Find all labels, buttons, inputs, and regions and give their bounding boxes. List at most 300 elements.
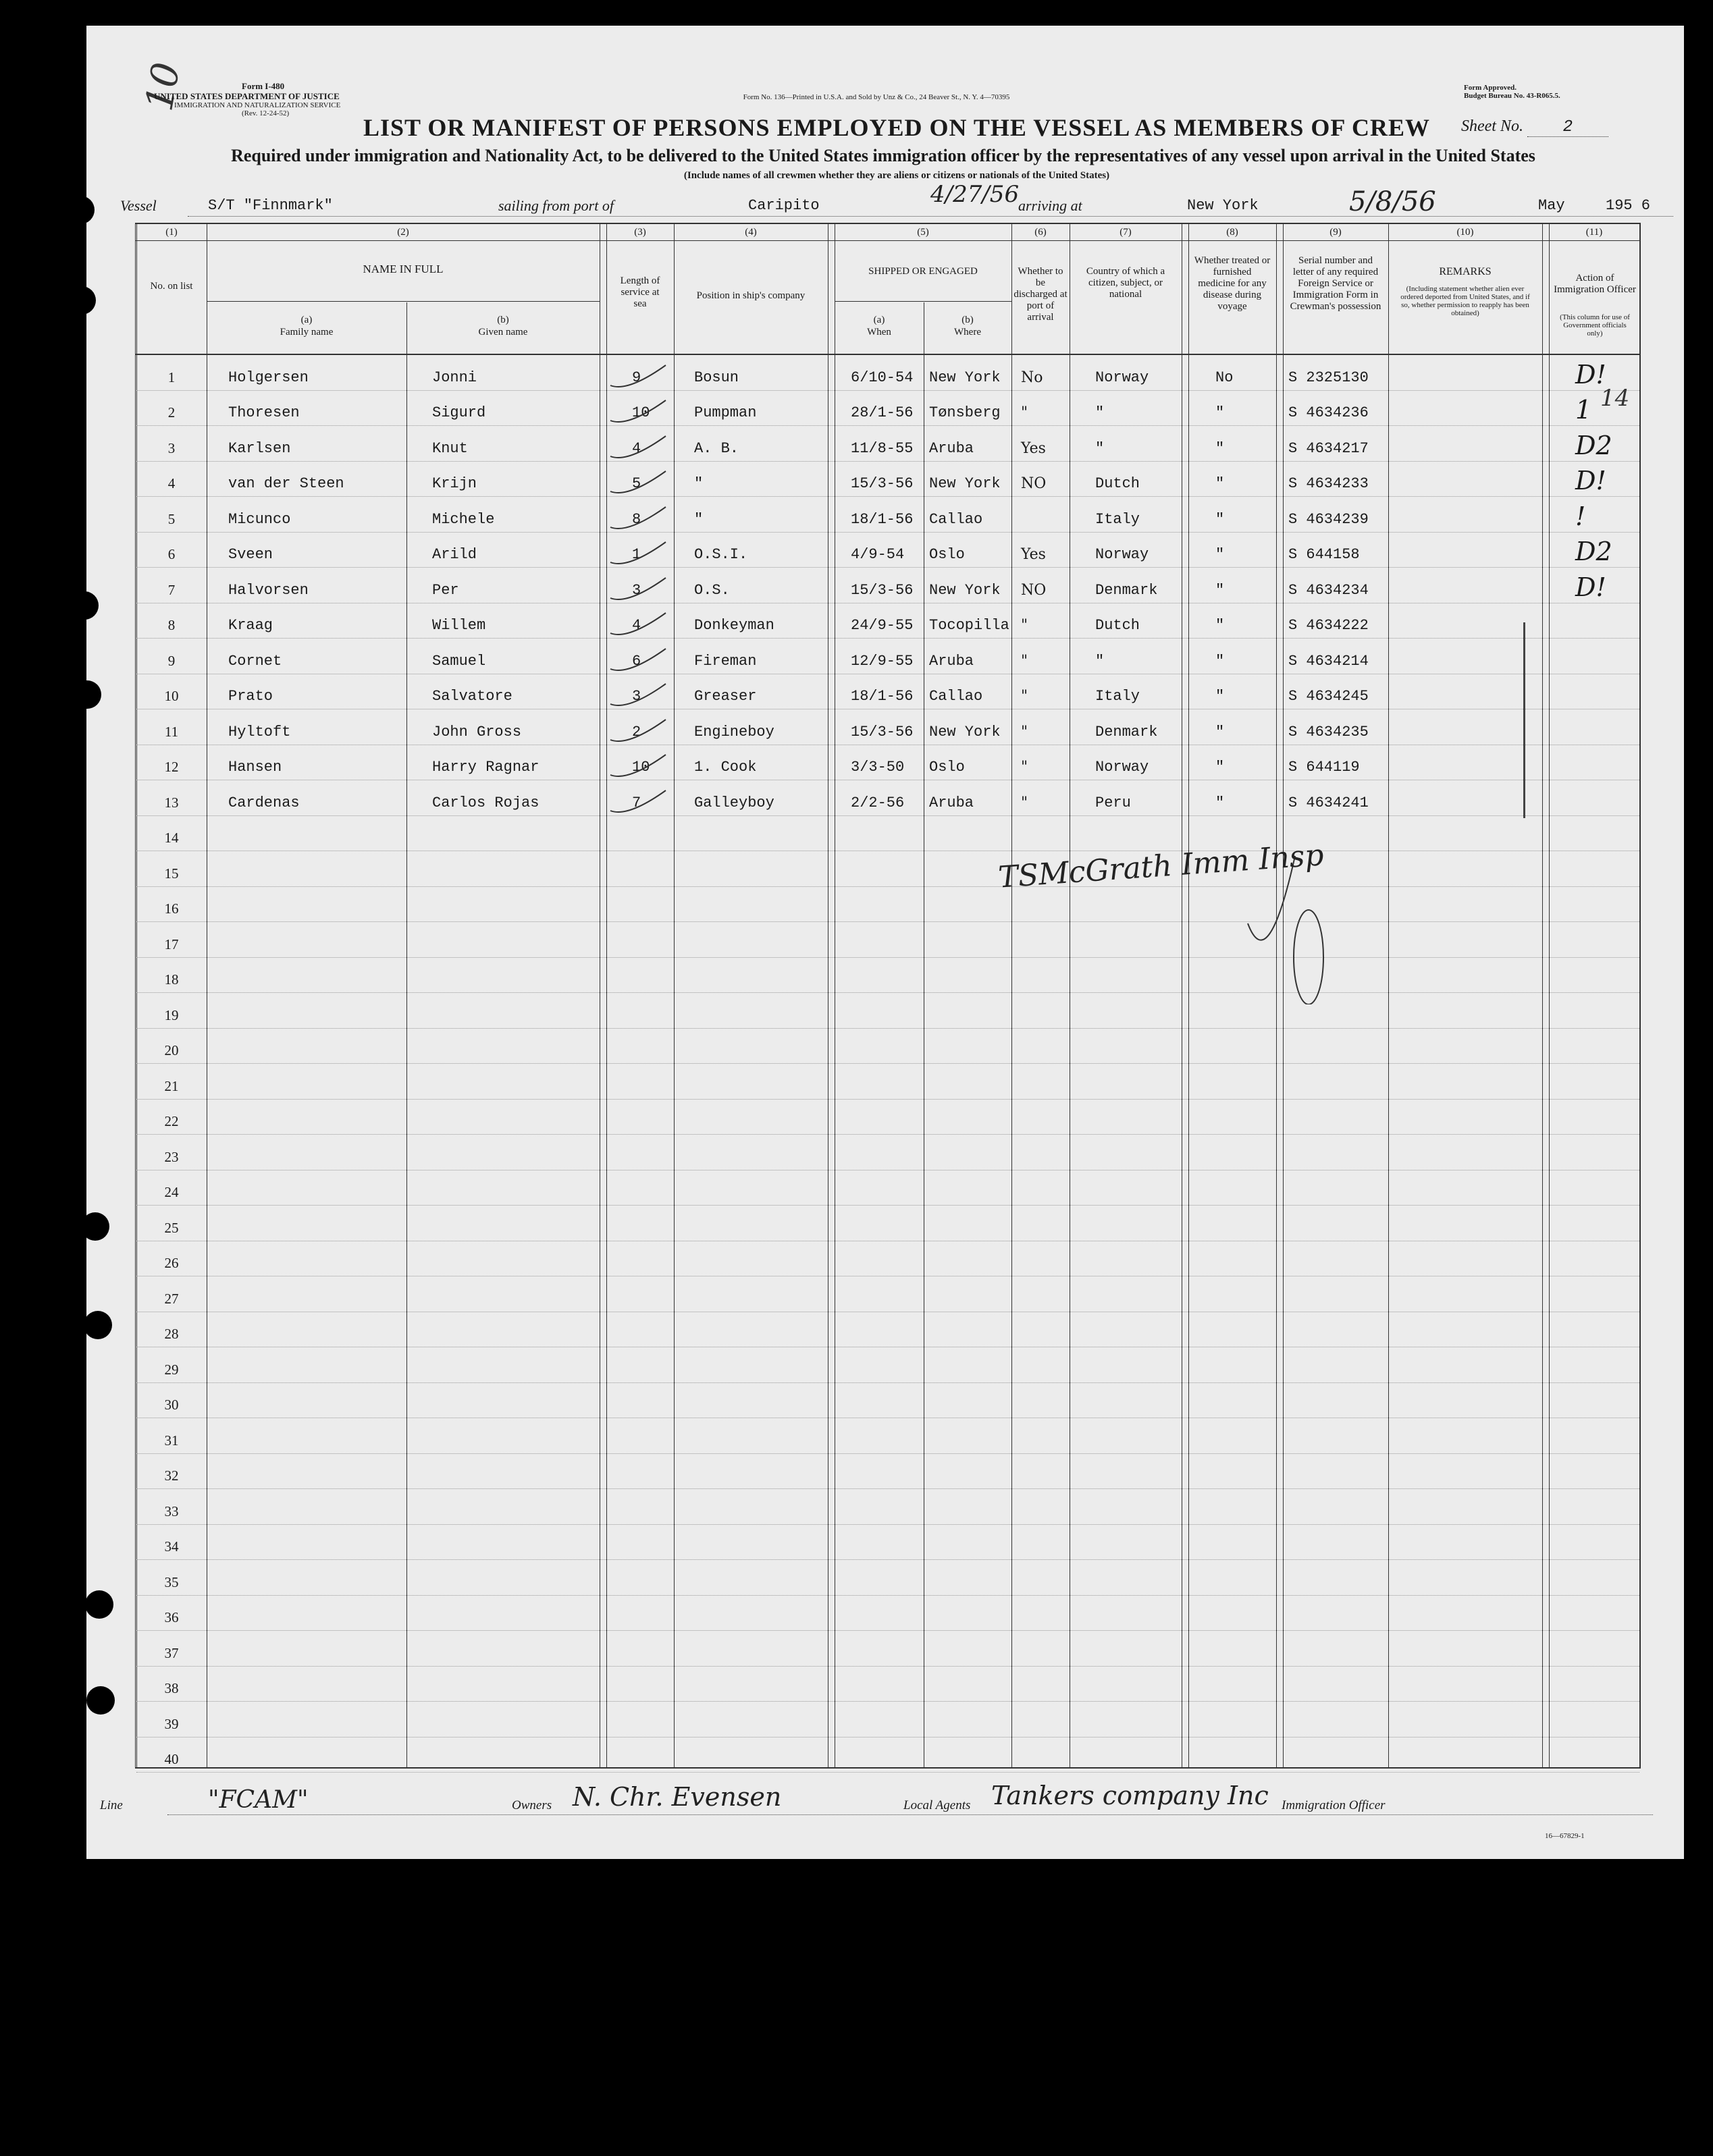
cell-position: A. B.: [694, 439, 739, 457]
cell-serial: S 4634222: [1288, 617, 1369, 634]
cell-where: New York: [929, 581, 1001, 599]
side-handwritten-number: 14: [1600, 385, 1630, 412]
cell-given: Carlos Rojas: [432, 794, 539, 811]
punch-hole: [70, 591, 99, 620]
cell-family: Hyltoft: [228, 723, 291, 740]
cell-medicine: ": [1215, 688, 1225, 705]
header-where: Where: [954, 327, 981, 338]
check-mark-icon: [608, 572, 668, 606]
department-name: UNITED STATES DEPARTMENT OF JUSTICE: [154, 91, 340, 101]
cell-serial: S 4634236: [1288, 404, 1369, 421]
cell-country: Peru: [1095, 794, 1131, 811]
table-row: [86, 674, 1684, 710]
row-number: 16: [164, 900, 179, 917]
check-mark-icon: [608, 431, 668, 464]
row-number: 35: [164, 1573, 179, 1590]
cell-given: Harry Ragnar: [432, 759, 539, 776]
punch-hole: [86, 1686, 115, 1715]
cell-action: D2: [1575, 430, 1612, 460]
cell-where: Aruba: [929, 439, 974, 457]
cell-family: van der Steen: [228, 475, 344, 492]
table-row: [86, 462, 1684, 497]
cell-length: 3: [632, 581, 641, 599]
cell-country: Dutch: [1095, 475, 1140, 492]
row-number: 8: [167, 617, 176, 633]
cell-action: D!: [1575, 572, 1606, 602]
cell-where: Tønsberg: [929, 404, 1001, 421]
table-row: [86, 603, 1684, 639]
cell-discharged: ": [1021, 617, 1028, 634]
cell-when: 15/3-56: [851, 475, 914, 492]
header-given-letter: (b): [497, 315, 509, 325]
table-row: [86, 1737, 1684, 1773]
row-number: 34: [164, 1538, 179, 1555]
header-medicine: Whether treated or furnished medicine for any disease during voyage: [1194, 255, 1271, 312]
punch-hole: [66, 196, 95, 224]
punch-hole: [73, 680, 101, 709]
table-row: [86, 1029, 1684, 1064]
cell-given: Knut: [432, 439, 468, 457]
table-row: [86, 1702, 1684, 1737]
approval-line-2: Budget Bureau No. 43-R065.5.: [1464, 92, 1560, 100]
sail-date-handwritten: 4/27/56: [930, 181, 1020, 208]
cell-when: 4/9-54: [851, 546, 905, 563]
table-row: [86, 1241, 1684, 1277]
row-number: 29: [164, 1361, 179, 1378]
table-row: [86, 887, 1684, 923]
row-number: 20: [164, 1042, 179, 1058]
cell-position: Greaser: [694, 688, 757, 705]
cell-family: Kraag: [228, 617, 273, 634]
cell-when: 3/3-50: [851, 759, 905, 776]
printer-note: Form No. 136—Printed in U.S.A. and Sold by Unz & Co., 24 Beaver St., N. Y. 4—70395: [743, 93, 1010, 101]
line-value: "FCAM": [208, 1786, 309, 1814]
col-number-9: (9): [1329, 227, 1342, 238]
cell-where: Oslo: [929, 759, 965, 776]
subtitle: Required under immigration and Nationality Act, to be delivered to the United States immigration officer by the representatives of any vessel upon arrival in the United States: [231, 146, 1535, 165]
col-number-11: (11): [1585, 227, 1603, 238]
cell-when: 28/1-56: [851, 404, 914, 421]
cell-discharged: ": [1021, 794, 1028, 811]
cell-where: New York: [929, 723, 1001, 740]
cell-position: Engineboy: [694, 723, 774, 740]
row-number: 26: [164, 1255, 179, 1271]
cell-given: Arild: [432, 546, 477, 563]
check-mark-icon: [608, 502, 668, 535]
line-label: Line: [100, 1798, 123, 1812]
table-row: [86, 1276, 1684, 1312]
cell-country: Italy: [1095, 688, 1140, 705]
cell-family: Thoresen: [228, 404, 300, 421]
form-code: 16—67829-1: [1545, 1832, 1585, 1840]
row-number: 11: [164, 723, 179, 740]
table-row: [86, 1206, 1684, 1241]
table-row: [86, 958, 1684, 994]
table-row: [86, 355, 1684, 391]
footer: [100, 1783, 1653, 1824]
row-number: 14: [164, 830, 179, 846]
cell-family: Cardenas: [228, 794, 300, 811]
row-number: 25: [164, 1219, 179, 1236]
cell-discharged: ": [1021, 723, 1028, 740]
cell-discharged: ": [1021, 652, 1028, 670]
cell-medicine: ": [1215, 759, 1225, 776]
cell-position: Donkeyman: [694, 617, 774, 634]
agents-label: Local Agents: [903, 1798, 971, 1812]
cell-given: Samuel: [432, 652, 486, 670]
row-number: 10: [164, 688, 179, 704]
header-action: Action of Immigration Officer: [1554, 273, 1636, 295]
table-row: [86, 1596, 1684, 1632]
owners-label: Owners: [512, 1798, 552, 1812]
header-no-on-list: No. on list: [150, 281, 193, 292]
cell-country: Italy: [1095, 510, 1140, 528]
row-number: 27: [164, 1290, 179, 1307]
cell-medicine: ": [1215, 510, 1225, 528]
row-number: 6: [167, 546, 176, 562]
cell-medicine: ": [1215, 723, 1225, 740]
cell-length: 7: [632, 794, 641, 811]
row-number: 12: [164, 759, 179, 775]
table-row: [86, 533, 1684, 568]
cell-given: Sigurd: [432, 404, 486, 421]
cell-position: O.S.: [694, 581, 730, 599]
punch-hole: [81, 1212, 109, 1241]
table-row: [86, 816, 1684, 852]
cell-position: O.S.I.: [694, 546, 748, 563]
row-number: 23: [164, 1148, 179, 1165]
cell-given: Michele: [432, 510, 495, 528]
table-row: [86, 1667, 1684, 1702]
cell-discharged: NO: [1021, 581, 1047, 599]
header-where-letter: (b): [961, 315, 974, 325]
cell-length: 1: [632, 546, 641, 563]
cell-discharged: NO: [1021, 475, 1047, 492]
cell-serial: S 4634217: [1288, 439, 1369, 457]
cell-position: Fireman: [694, 652, 757, 670]
page-title: LIST OR MANIFEST OF PERSONS EMPLOYED ON THE VESSEL AS MEMBERS OF CREW: [363, 114, 1430, 141]
header-action-note: (This column for use of Government officials only): [1560, 313, 1630, 338]
row-number: 38: [164, 1680, 179, 1696]
cell-family: Micunco: [228, 510, 291, 528]
cell-action: D!: [1575, 359, 1606, 389]
table-row: [86, 568, 1684, 603]
cell-when: 6/10-54: [851, 369, 914, 386]
row-number: 21: [164, 1077, 179, 1094]
header-discharged: Whether to be discharged at port of arrival: [1013, 266, 1068, 323]
cell-when: 24/9-55: [851, 617, 914, 634]
sailing-label: sailing from port of: [498, 197, 614, 214]
cell-serial: S 4634235: [1288, 723, 1369, 740]
cell-family: Cornet: [228, 652, 282, 670]
row-number: 39: [164, 1715, 179, 1732]
col-number-1: (1): [165, 227, 178, 238]
cell-country: ": [1095, 404, 1105, 421]
col-number-6: (6): [1034, 227, 1047, 238]
cell-country: Denmark: [1095, 723, 1158, 740]
punch-hole: [84, 1311, 112, 1339]
agents-value: Tankers company Inc: [991, 1781, 1269, 1810]
cell-medicine: ": [1215, 617, 1225, 634]
col-number-8: (8): [1226, 227, 1238, 238]
table-row: [86, 391, 1684, 427]
table-row: [86, 1454, 1684, 1490]
cell-given: Krijn: [432, 475, 477, 492]
vessel-name: S/T "Finnmark": [208, 197, 333, 214]
cell-serial: S 4634241: [1288, 794, 1369, 811]
table-row: [86, 1525, 1684, 1561]
cell-when: 11/8-55: [851, 439, 914, 457]
table-row: [86, 1135, 1684, 1170]
service-name: IMMIGRATION AND NATURALIZATION SERVICE: [174, 101, 341, 109]
approval-line-1: Form Approved.: [1464, 84, 1517, 92]
cell-where: Callao: [929, 510, 983, 528]
cell-given: Salvatore: [432, 688, 512, 705]
table-row: [86, 1631, 1684, 1667]
cell-action: !: [1575, 501, 1586, 531]
row-number: 36: [164, 1609, 179, 1625]
table-row: [86, 922, 1684, 958]
cell-length: 6: [632, 652, 641, 670]
punch-hole: [68, 286, 96, 315]
cell-where: Tocopilla: [929, 617, 1009, 634]
row-number: 30: [164, 1397, 179, 1413]
cell-serial: S 4634233: [1288, 475, 1369, 492]
header-position: Position in ship's company: [696, 290, 806, 301]
arrival-date-handwritten: 5/8/56: [1349, 186, 1436, 217]
cell-when: 15/3-56: [851, 723, 914, 740]
col-number-3: (3): [634, 227, 646, 238]
cell-action: 1: [1575, 395, 1592, 425]
cell-serial: S 644158: [1288, 546, 1360, 563]
cell-family: Holgersen: [228, 369, 309, 386]
cell-when: 18/1-56: [851, 510, 914, 528]
cell-serial: S 4634234: [1288, 581, 1369, 599]
cell-serial: S 2325130: [1288, 369, 1369, 386]
table-row: [86, 780, 1684, 816]
include-note: (Include names of all crewmen whether they are aliens or citizens or nationals of the United States): [683, 170, 1110, 181]
cell-medicine: ": [1215, 404, 1225, 421]
row-number: 32: [164, 1467, 179, 1484]
row-number: 5: [167, 510, 176, 527]
row-number: 22: [164, 1113, 179, 1129]
table-row: [86, 1418, 1684, 1454]
form-id: Form I-480: [242, 81, 285, 91]
header-serial: Serial number and letter of any required Foreign Service or Immigration Form in Crewman's possession: [1290, 255, 1381, 312]
col-number-7: (7): [1119, 227, 1132, 238]
check-mark-icon: [608, 537, 668, 570]
check-mark-icon: [608, 466, 668, 500]
cell-discharged: ": [1021, 688, 1028, 705]
row-number: 33: [164, 1503, 179, 1519]
cell-given: Per: [432, 581, 459, 599]
cell-where: New York: [929, 369, 1001, 386]
cell-medicine: ": [1215, 439, 1225, 457]
cell-action: D!: [1575, 466, 1606, 495]
cell-medicine: ": [1215, 652, 1225, 670]
cell-where: Callao: [929, 688, 983, 705]
cell-country: Norway: [1095, 369, 1149, 386]
inspector-signature: [978, 838, 1329, 1004]
cell-where: New York: [929, 475, 1001, 492]
table-row: [86, 1312, 1684, 1348]
row-number: 13: [164, 794, 179, 811]
check-mark-icon: [608, 643, 668, 677]
table-row: [86, 426, 1684, 462]
header-when: When: [867, 327, 891, 338]
cell-family: Halvorsen: [228, 581, 309, 599]
table-row: [86, 639, 1684, 674]
cell-family: Karlsen: [228, 439, 291, 457]
cell-family: Hansen: [228, 759, 282, 776]
cell-given: Jonni: [432, 369, 477, 386]
header-remarks-note: (Including statement whether alien ever ordered deported from United States, and if so, whether permission to reapply has been obtained): [1400, 285, 1530, 317]
cell-discharged: No: [1021, 369, 1043, 386]
col-number-4: (4): [745, 227, 757, 238]
cell-length: 4: [632, 617, 641, 634]
cell-serial: S 4634245: [1288, 688, 1369, 705]
cell-medicine: ": [1215, 546, 1225, 563]
cell-when: 18/1-56: [851, 688, 914, 705]
cell-length: 3: [632, 688, 641, 705]
header-given-name: Given name: [478, 327, 528, 338]
table-row: [86, 497, 1684, 533]
cell-position: Bosun: [694, 369, 739, 386]
cell-country: Norway: [1095, 759, 1149, 776]
cell-serial: S 644119: [1288, 759, 1360, 776]
arriving-label: arriving at: [1018, 197, 1082, 214]
cell-position: ": [694, 475, 704, 492]
sheet-number-value: 2: [1527, 118, 1608, 137]
check-mark-icon: [608, 678, 668, 712]
punch-hole: [85, 1590, 113, 1619]
arrival-port: New York: [1187, 197, 1259, 214]
row-number: 15: [164, 865, 179, 882]
cell-discharged: ": [1021, 759, 1028, 776]
table-row: [86, 993, 1684, 1029]
header-remarks: REMARKS: [1439, 266, 1492, 277]
row-number: 31: [164, 1432, 179, 1449]
row-number: 9: [167, 652, 176, 669]
header-family-name: Family name: [280, 327, 334, 338]
cell-discharged: Yes: [1021, 546, 1046, 563]
cell-when: 12/9-55: [851, 652, 914, 670]
owners-value: N. Chr. Evensen: [573, 1782, 782, 1812]
row-number: 40: [164, 1751, 179, 1767]
cell-length: 9: [632, 369, 641, 386]
cell-where: Oslo: [929, 546, 965, 563]
header-country: Country of which a citizen, subject, or national: [1086, 266, 1165, 300]
crew-rows: [86, 26, 1684, 1859]
table-row: [86, 1560, 1684, 1596]
check-mark-icon: [608, 608, 668, 641]
corner-handwritten-number: 10: [137, 59, 189, 115]
cell-country: Dutch: [1095, 617, 1140, 634]
row-number: 18: [164, 971, 179, 988]
cell-serial: S 4634239: [1288, 510, 1369, 528]
cell-position: 1. Cook: [694, 759, 757, 776]
cell-when: 15/3-56: [851, 581, 914, 599]
sheet-label: Sheet No.: [1461, 117, 1523, 135]
col-number-5: (5): [917, 227, 929, 238]
check-mark-icon: [608, 749, 668, 783]
cell-where: Aruba: [929, 652, 974, 670]
cell-length: 4: [632, 439, 641, 457]
cell-length: 8: [632, 510, 641, 528]
header-length-of-service: Length of service at sea: [620, 275, 660, 309]
cell-medicine: ": [1215, 475, 1225, 492]
cell-family: Sveen: [228, 546, 273, 563]
row-number: 7: [167, 581, 176, 598]
cell-discharged: ": [1021, 404, 1028, 421]
row-number: 2: [167, 404, 176, 421]
cell-country: ": [1095, 439, 1105, 457]
header-when-letter: (a): [873, 315, 885, 325]
table-row: [86, 1170, 1684, 1206]
cell-position: Galleyboy: [694, 794, 774, 811]
signature-text: TSMcGrath Imm Insp: [997, 838, 1325, 895]
cell-discharged: Yes: [1021, 439, 1046, 457]
check-mark-icon: [608, 785, 668, 819]
vessel-label: Vessel: [120, 197, 157, 214]
cell-medicine: No: [1215, 369, 1234, 386]
col-number-10: (10): [1456, 227, 1474, 238]
cell-given: Willem: [432, 617, 486, 634]
cell-length: 2: [632, 723, 641, 740]
cell-medicine: ": [1215, 581, 1225, 599]
table-row: [86, 745, 1684, 781]
cell-position: ": [694, 510, 704, 528]
officer-label: Immigration Officer: [1282, 1798, 1386, 1812]
row-number: 1: [167, 369, 176, 385]
row-number: 24: [164, 1184, 179, 1200]
arrival-year: 195 6: [1606, 197, 1651, 214]
row-number: 37: [164, 1644, 179, 1661]
cell-family: Prato: [228, 688, 273, 705]
table-row: [86, 709, 1684, 745]
check-mark-icon: [608, 714, 668, 748]
cell-serial: S 4634214: [1288, 652, 1369, 670]
check-mark-icon: [608, 395, 668, 429]
row-number: 4: [167, 475, 176, 491]
header-shipped-engaged: SHIPPED OR ENGAGED: [868, 266, 978, 277]
cell-country: Norway: [1095, 546, 1149, 563]
action-continuation-line: [1523, 622, 1525, 818]
arrival-month: May: [1538, 197, 1565, 214]
cell-medicine: ": [1215, 794, 1225, 811]
table-row: [86, 1383, 1684, 1419]
cell-position: Pumpman: [694, 404, 757, 421]
cell-country: ": [1095, 652, 1105, 670]
table-row: [86, 1347, 1684, 1383]
cell-country: Denmark: [1095, 581, 1158, 599]
row-number: 3: [167, 439, 176, 456]
cell-given: John Gross: [432, 723, 522, 740]
col-number-2: (2): [397, 227, 409, 238]
cell-length: 10: [632, 404, 650, 421]
table-row: [86, 1100, 1684, 1135]
check-mark-icon: [608, 360, 668, 394]
cell-when: 2/2-56: [851, 794, 905, 811]
header-name-in-full: NAME IN FULL: [363, 263, 444, 275]
table-row: [86, 1064, 1684, 1100]
cell-length: 5: [632, 475, 641, 492]
table-row: [86, 851, 1684, 887]
cell-action: D2: [1575, 537, 1612, 566]
row-number: 17: [164, 936, 179, 952]
cell-length: 10: [632, 759, 650, 776]
table-row: [86, 1489, 1684, 1525]
